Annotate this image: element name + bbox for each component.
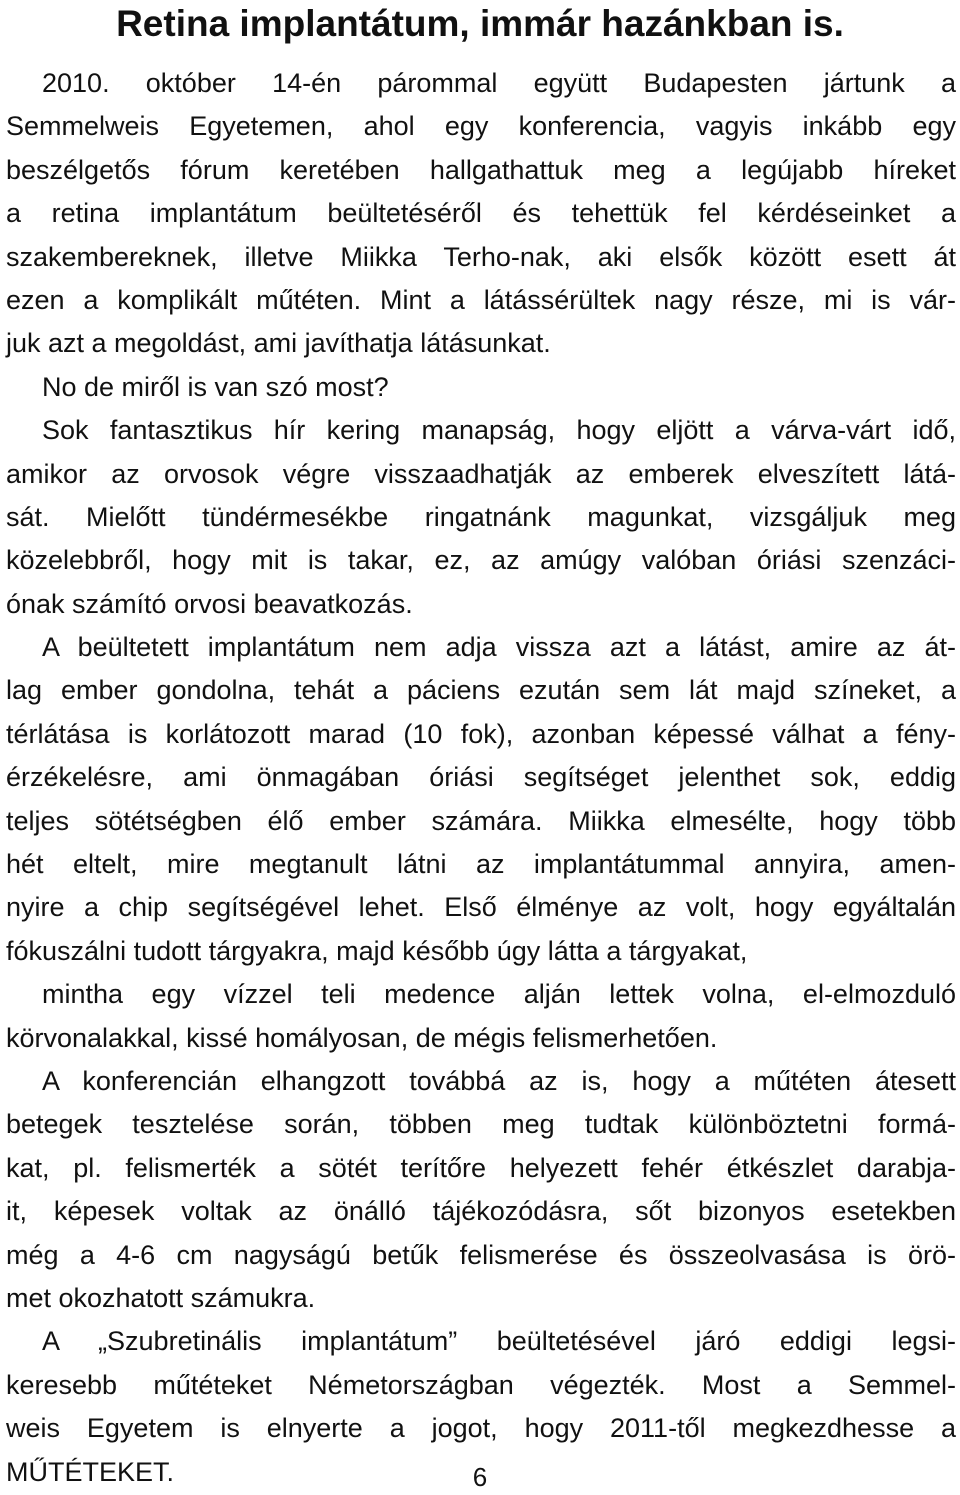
text-line: amikor az orvosok végre visszaadhatják az emberek elveszített látá- [6, 458, 956, 489]
text-line: körvonalakkal, kissé homályosan, de mégis felismerhetően. [6, 1022, 718, 1053]
page-number: 6 [472, 1462, 488, 1492]
text-line: hét eltelt, mire megtanult látni az implantátummal annyira, amen- [6, 849, 956, 880]
text-line: Sok fantasztikus hír kering manapság, hogy eljött a várva-várt idő, [42, 415, 956, 446]
text-line: szakembereknek, illetve Miikka Terho-nak, aki elsők között esett át [6, 241, 956, 272]
text-line: közelebbről, hogy mit is takar, ez, az amúgy valóban óriási szenzáci- [6, 545, 956, 576]
text-line: Semmelweis Egyetemen, ahol egy konferencia, vagyis inkább egy [6, 111, 956, 142]
text-line: keresebb műtéteket Németországban végezték. Most a Semmel- [6, 1369, 956, 1400]
text-line: nyire a chip segítségével lehet. Első élménye az volt, hogy egyáltalán [6, 892, 956, 923]
text-line: a retina implantátum beültetéséről és tehettük fel kérdéseinket a [6, 198, 956, 229]
paragraph-4 [6, 626, 956, 1060]
text-line: ónak számító orvosi beavatkozás. [6, 588, 413, 619]
text-line: mintha egy vízzel teli medence alján lettek volna, el-elmozduló [42, 979, 956, 1010]
text-line: juk azt a megoldást, ami javíthatja látásunkat. [6, 328, 551, 359]
article-body [6, 62, 956, 1494]
text-line: fókuszálni tudott tárgyakra, majd később úgy látta a tárgyakat, [6, 935, 748, 966]
text-line: 2010. október 14-én párommal együtt Budapesten jártunk a [42, 68, 956, 98]
text-line: teljes sötétségben élő ember számára. Miikka elmesélte, hogy több [6, 805, 956, 836]
page-title: Retina implantátum, immár hazánkban is. [116, 3, 844, 44]
paragraph-2 [6, 366, 956, 409]
text-line: betegek tesztelése során, többen meg tudtak különböztetni formá- [6, 1109, 956, 1140]
paragraph-1 [6, 62, 956, 366]
text-line: lag ember gondolna, tehát a páciens ezután sem lát majd színeket, a [6, 675, 956, 706]
text-line: A beültetett implantátum nem adja vissza azt a látást, amire az át- [42, 632, 956, 663]
paragraph-5 [6, 1060, 956, 1320]
text-line: it, képesek voltak az önálló tájékozódásra, sőt bizonyos esetekben [6, 1196, 956, 1227]
text-line: A „Szubretinális implantátum” beültetésével járó eddigi legsi- [42, 1326, 956, 1357]
text-line: beszélgetős fórum keretében hallgathattuk meg a legújabb híreket [6, 154, 956, 185]
text-line: weis Egyetem is elnyerte a jogot, hogy 2011-től megkezdhesse a [6, 1413, 956, 1444]
text-line: még a 4-6 cm nagyságú betűk felismerése és összeolvasása is örö- [6, 1239, 956, 1270]
text-line: ezen a komplikált műtéten. Mint a látássérültek nagy része, mi is vár- [6, 284, 956, 315]
text-line: sát. Mielőtt tündérmesékbe ringatnánk magunkat, vizsgáljuk meg [6, 501, 956, 532]
text-line: MŰTÉTEKET. [6, 1456, 175, 1487]
text-line: No de miről is van szó most? [42, 371, 389, 402]
text-line: met okozhatott számukra. [6, 1282, 316, 1313]
text-line: kat, pl. felismerték a sötét terítőre helyezett fehér étkészlet darabja- [6, 1152, 956, 1183]
text-line: érzékelésre, ami önmagában óriási segítséget jelenthet sok, eddig [6, 762, 956, 793]
paragraph-3 [6, 409, 956, 626]
text-line: A konferencián elhangzott továbbá az is, hogy a műtéten átesett [42, 1065, 956, 1096]
text-line: térlátása is korlátozott marad (10 fok), azonban képessé válhat a fény- [6, 718, 956, 749]
